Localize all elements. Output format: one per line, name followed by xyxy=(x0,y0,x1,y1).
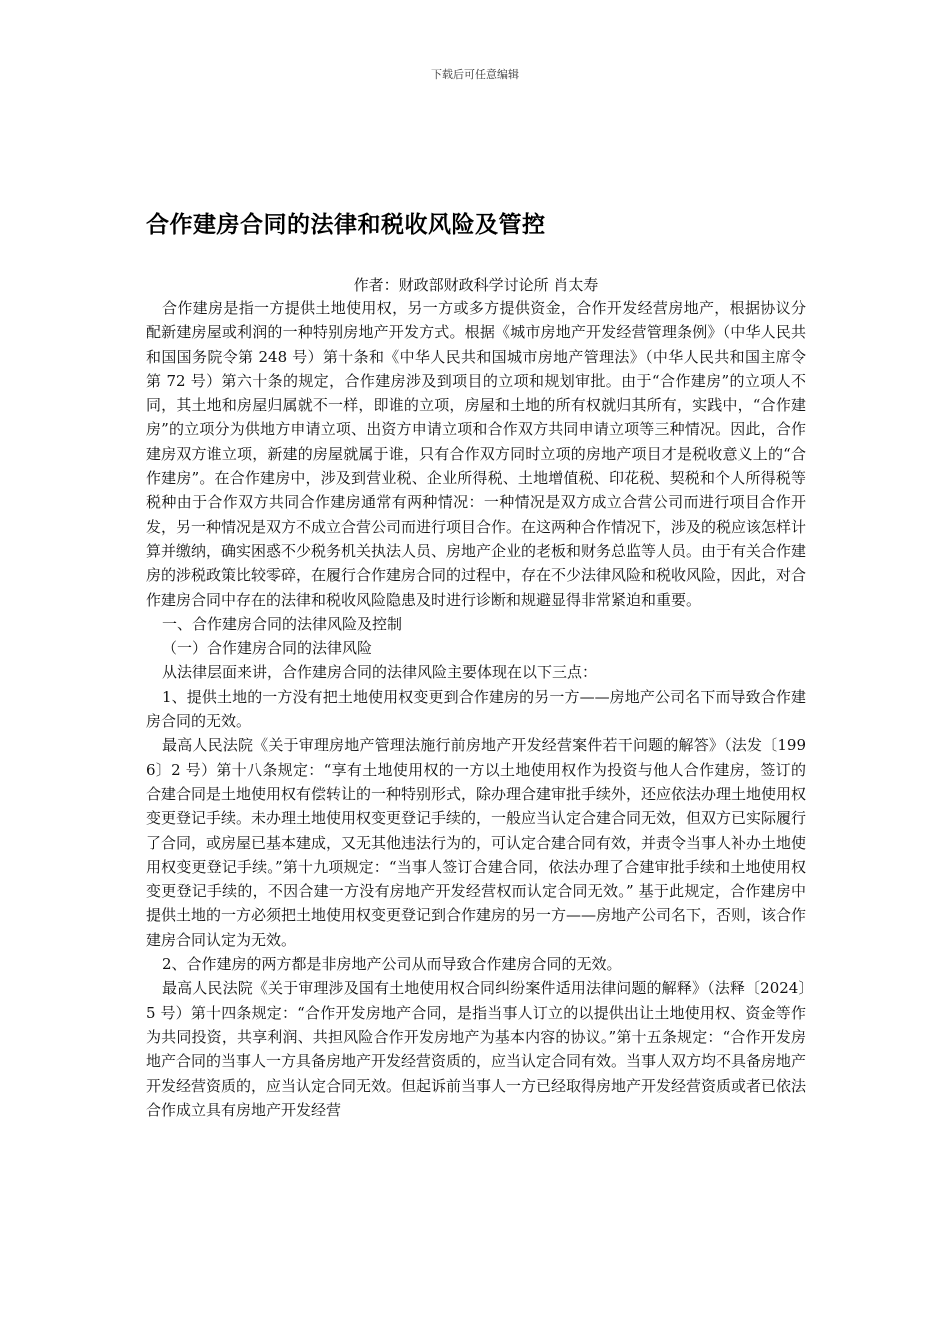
subsection-heading-1: （一）合作建房合同的法律风险 xyxy=(162,639,373,658)
paragraph-intro: 合作建房是指一方提供土地使用权，另一方或多方提供资金，合作开发经营房地产，根据协议分配新建房屋或利润的一种特别房地产开发方式。根据《城市房地产开发经营管理条例》（中华人民共和国国务院令第 248 号）第十条和《中华人民共和国城市房地产管理法》（中华人民共和国主席令第 72 号）第六十条的规定，合作建房涉及到项目的立项和规划审批。由于“合作建房”的立项人不同，其土地和房屋归属就不一样，即谁的立项，房屋和土地的所有权就归其所有，实践中，“合作建房”的立项分为供地方申请立项、出资方申请立项和合作双方共同申请立项等三种情况。因此，合作建房双方谁立项，新建的房屋就属于谁，只有合作双方同时立项的房地产项目才是税收意义上的“合作建房”。在合作建房中，涉及到营业税、企业所得税、土地增值税、印花税、契税和个人所得税等税种由于合作双方共同合作建房通常有两种情况：一种情况是双方成立合营公司而进行项目合作开发，另一种情况是双方不成立合营公司而进行项目合作。在这两种合作情况下，涉及的税应该怎样计算并缴纳，确实困惑不少税务机关执法人员、房地产企业的老板和财务总监等人员。由于有关合作建房的涉税政策比较零碎，在履行合作建房合同的过程中，存在不少法律风险和税收风险，因此，对合作建房合同中存在的法律和税收风险隐患及时进行诊断和规避显得非常紧迫和重要。 xyxy=(146,299,807,609)
paragraph-risk-2-detail: 最高人民法院《关于审理涉及国有土地使用权合同纠纷案件适用法律问题的解释》（法释〔2024〕5 号）第十四条规定：“合作开发房地产合同，是指当事人订立的以提供出让土地使用权、资金等作为共同投资，共享利润、共担风险合作开发房地产为基本内容的协议。”第十五条规定：“合作开发房地产合同的当事人一方具备房地产开发经营资质的，应当认定合同有效。当事人双方均不具备房地产开发经营资质的，应当认定合同无效。但起诉前当事人一方已经取得房地产开发经营资质或者已依法合作成立具有房地产开发经营 xyxy=(146,979,807,1119)
document-author: 作者：财政部财政科学讨论所 肖太寿 xyxy=(353,276,599,294)
section-heading-1: 一、合作建房合同的法律风险及控制 xyxy=(162,614,403,633)
risk-item-1: 1、提供土地的一方没有把土地使用权变更到合作建房的另一方——房地产公司名下而导致合作建房合同的无效。 xyxy=(146,687,806,731)
document-body xyxy=(146,296,806,1122)
risk-item-2: 2、合作建房的两方都是非房地产公司从而导致合作建房合同的无效。 xyxy=(162,955,622,974)
page-header-note: 下载后可任意编辑 xyxy=(431,68,519,81)
paragraph-legal-overview: 从法律层面来讲，合作建房合同的法律风险主要体现在以下三点： xyxy=(162,663,598,682)
document-title: 合作建房合同的法律和税收风险及管控 xyxy=(146,212,546,238)
paragraph-risk-1-detail: 最高人民法院《关于审理房地产管理法施行前房地产开发经营案件若干问题的解答》（法发〔1996〕2 号）第十八条规定：“享有土地使用权的一方以土地使用权作为投资与他人合作建房，签订的合建合同是土地使用权有偿转让的一种特别形式，除办理合建审批手续外，还应依法办理土地使用权变更登记手续。未办理土地使用权变更登记手续的，一般应当认定合建合同无效，但双方已实际履行了合同，或房屋已基本建成，又无其他违法行为的，可认定合建合同有效，并责令当事人补办土地使用权变更登记手续。”第十九项规定：“当事人签订合建合同，依法办理了合建审批手续和土地使用权变更登记手续的，不因合建一方没有房地产开发经营权而认定合同无效。” 基于此规定，合作建房中提供土地的一方必须把土地使用权变更登记到合作建房的另一方——房地产公司名下，否则，该合作建房合同认定为无效。 xyxy=(146,736,807,949)
